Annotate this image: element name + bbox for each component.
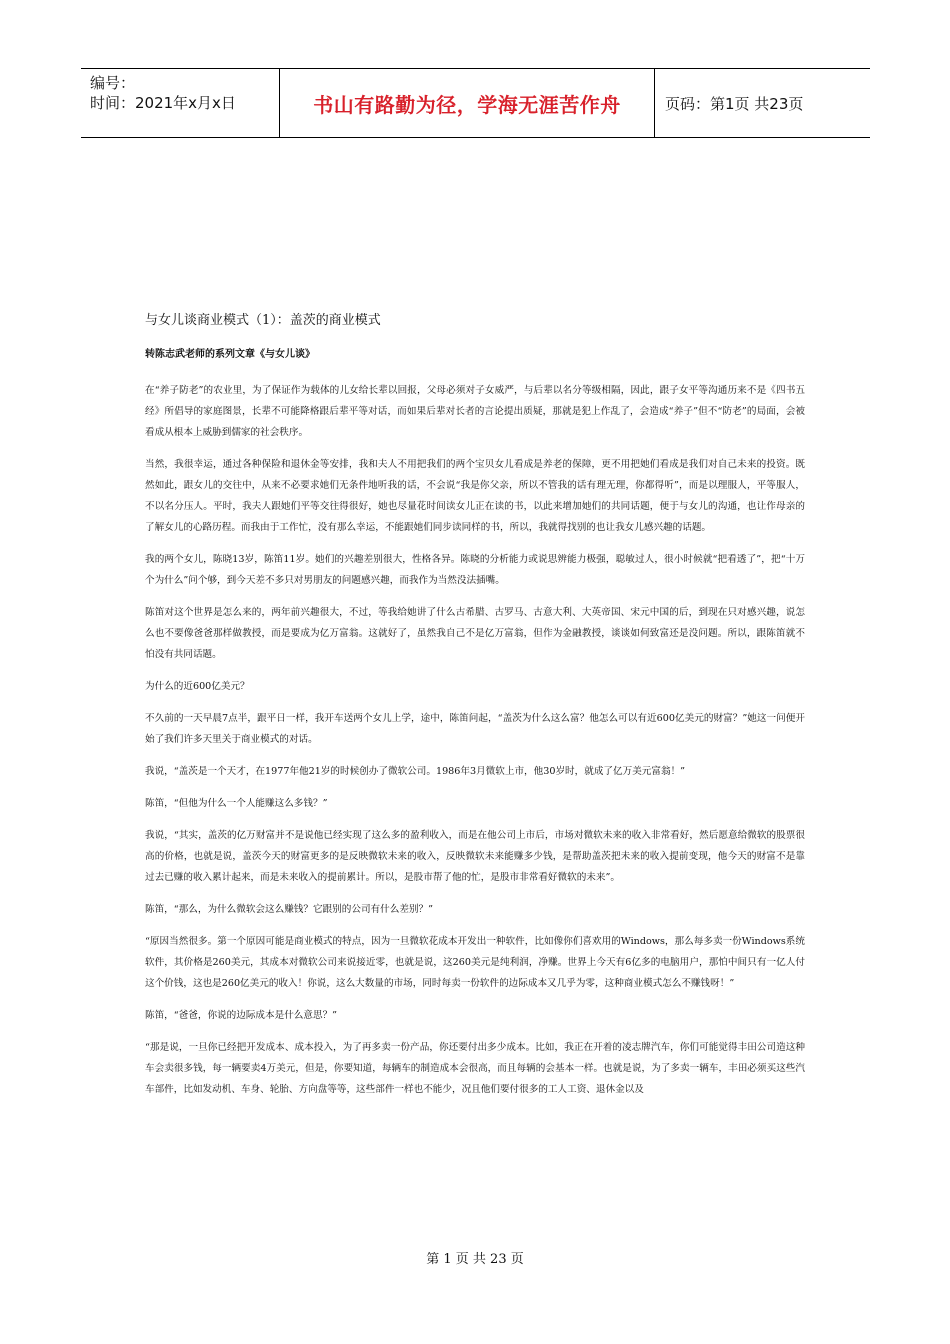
paragraph: 我的两个女儿，陈晓13岁，陈笛11岁。她们的兴趣差别很大，性格各异。陈晓的分析能力或说思辨能力极强，聪敏过人，很小时候就“把看透了”，把“十万个为什么”问个够，到今天差不多只对男朋友的问题感兴趣，而我作为当然没法插嘴。	[145, 554, 805, 586]
document-number-label: 编号：	[90, 74, 136, 92]
paragraph: 陈笛，“爸爸，你说的边际成本是什么意思？”	[145, 1010, 338, 1021]
paragraph: 陈笛对这个世界是怎么来的，两年前兴趣很大，不过，等我给她讲了什么古希腊、古罗马、古意大利、大英帝国、宋元中国的后，到现在只对感兴趣，说怎么也不要像爸爸那样做教授，而是要成为亿万富翁。这就好了，虽然我自己不是亿万富翁，但作为金融教授，谈谈如何致富还是没问题。所以，跟陈笛就不怕没有共同话题。	[145, 607, 805, 660]
paragraph: 我说，“盖茨是一个天才，在1977年他21岁的时候创办了微软公司。1986年3月微软上市，他30岁时，就成了亿万美元富翁！”	[145, 766, 686, 777]
paragraph: 在“养子防老”的农业里，为了保证作为载体的儿女给长辈以回报，父母必须对子女威严，与后辈以名分等级相隔，因此，跟子女平等沟通历来不是《四书五经》所倡导的家庭图景，长辈不可能降格跟后辈平等对话，而如果后辈对长者的言论提出质疑，那就是犯上作乱了，会造成“养子”但不“防老”的局面，会被看成从根本上威胁到儒家的社会秩序。	[145, 385, 805, 438]
article-subtitle: 转陈志武老师的系列文章《与女儿谈》	[145, 349, 315, 360]
paragraph: “原因当然很多。第一个原因可能是商业模式的特点，因为一旦微软花成本开发出一种软件，比如像你们喜欢用的Windows，那么每多卖一份Windows系统软件，其价格是260美元，其成本对微软公司来说接近零，也就是说，这260美元是纯利润，净赚。世界上今天有6亿多的电脑用户，那怕中间只有一亿人付这个价钱，这也是260亿美元的收入！你说，这么大数量的市场，同时每卖一份软件的边际成本又几乎为零，这种商业模式怎么不赚钱呀！”	[145, 936, 805, 989]
article-title: 与女儿谈商业模式（1）：盖茨的商业模式	[145, 313, 381, 328]
header-meta	[81, 69, 280, 137]
section-heading: 为什么的近600亿美元？	[145, 681, 250, 692]
paragraph: “那是说，一旦你已经把开发成本、成本投入，为了再多卖一份产品，你还要付出多少成本。比如，我正在开着的凌志牌汽车，你们可能觉得丰田公司造这种车会卖很多钱，每一辆要卖4万美元，但是，你要知道，每辆车的制造成本会很高，而且每辆的会基本一样。也就是说，为了多卖一辆车，丰田必须买这些汽车部件，比如发动机、车身、轮胎、方向盘等等，这些部件一样也不能少，况且他们要付很多的工人工资、退休金以及	[145, 1042, 805, 1095]
page-header	[81, 68, 870, 138]
article-body	[145, 312, 805, 1111]
paragraph: 陈笛，“那么，为什么微软会这么赚钱？它跟别的公司有什么差别？”	[145, 904, 434, 915]
paragraph: 陈笛，“但他为什么一个人能赚这么多钱？”	[145, 798, 328, 809]
paragraph: 当然，我很幸运，通过各种保险和退休金等安排，我和夫人不用把我们的两个宝贝女儿看成是养老的保障，更不用把她们看成是我们对自己未来的投资。既然如此，跟女儿的交往中，从来不必要求她们无条件地听我的话，不会说“我是你父亲，所以不管我的话有理无理，你都得听”，而是以理服人，平等服人，不以名分压人。平时，我夫人跟她们平等交往得很好，她也尽量花时间读女儿正在读的书，以此来增加她们的共同话题，便于与女儿的沟通，也让作母亲的了解女儿的心路历程。而我由于工作忙，没有那么幸运，不能跟她们同步读同样的书，所以，我就得找别的也让我女儿感兴趣的话题。	[145, 459, 805, 533]
page-footer: 第 1 页 共 23 页	[426, 1252, 524, 1267]
header-page-info: 页码：第1页 共23页	[665, 94, 804, 113]
paragraph: 我说，“其实，盖茨的亿万财富并不是说他已经实现了这么多的盈利收入，而是在他公司上市后，市场对微软未来的收入非常看好，然后愿意给微软的股票很高的价格，也就是说，盖茨今天的财富更多的是反映微软未来的收入，反映微软未来能赚多少钱，是帮助盖茨把未来的收入提前变现，他今天的财富不是靠过去已赚的收入累计起来，而是未来收入的提前累计。所以，是股市帮了他的忙，是股市非常看好微软的未来”。	[145, 830, 805, 883]
header-motto: 书山有路勤为径，学海无涯苦作舟	[280, 69, 655, 137]
document-time-label: 时间：2021年x月x日	[90, 94, 236, 112]
paragraph: 不久前的一天早晨7点半，跟平日一样，我开车送两个女儿上学，途中，陈笛问起，“盖茨为什么这么富？他怎么可以有近600亿美元的财富？”她这一问便开始了我们许多天里关于商业模式的对话。	[145, 713, 805, 745]
